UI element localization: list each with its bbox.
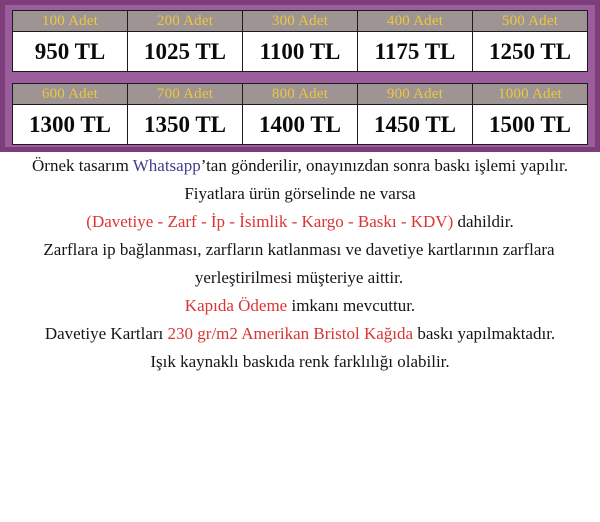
price-table-600-1000 [12,83,588,145]
qty-header-500: 500 Adet [473,11,588,32]
qty-header-800: 800 Adet [243,84,358,105]
note-text [3,208,597,236]
note-text [3,320,597,348]
price-row [13,105,588,145]
note-text: Fiyatlara ürün görselinde ne varsa [184,184,416,203]
cash-on-delivery-highlight: Kapıda Ödeme [184,296,288,315]
qty-header-600: 600 Adet [13,84,128,105]
price-cell-200: 1025 TL [128,32,243,72]
note-sample-design [3,152,597,180]
qty-header-400: 400 Adet [358,11,473,32]
price-row [13,32,588,72]
price-table-100-500 [12,10,588,72]
price-cell-400: 1175 TL [358,32,473,72]
note-payment-option [3,292,597,320]
note-text: ’tan gönderilir, onayınızdan sonra baskı işlemi yapılır. [200,156,568,175]
product-notes [0,152,600,376]
qty-header-1000: 1000 Adet [473,84,588,105]
price-cell-300: 1100 TL [243,32,358,72]
price-cell-1000: 1500 TL [473,105,588,145]
price-cell-700: 1350 TL [128,105,243,145]
quantity-header-row [13,84,588,105]
qty-header-900: 900 Adet [358,84,473,105]
note-text: Davetiye Kartları [44,324,168,343]
note-color-warning: Işık kaynaklı baskıda renk farklılığı olabilir. [150,352,450,371]
price-cell-100: 950 TL [13,32,128,72]
note-price-includes [3,180,597,236]
note-text: imkanı mevcuttur. [287,296,416,315]
pricing-banner [0,0,600,152]
qty-header-200: 200 Adet [128,11,243,32]
price-cell-900: 1450 TL [358,105,473,145]
note-text: Örnek tasarım [32,156,133,175]
price-cell-800: 1400 TL [243,105,358,145]
qty-header-700: 700 Adet [128,84,243,105]
note-paper-type [3,320,597,376]
whatsapp-highlight: Whatsapp [132,156,201,175]
note-text: baskı yapılmaktadır. [413,324,556,343]
price-cell-500: 1250 TL [473,32,588,72]
note-text: dahildir. [453,212,514,231]
qty-header-100: 100 Adet [13,11,128,32]
paper-spec-highlight: 230 gr/m2 Amerikan Bristol Kağıda [167,324,414,343]
note-assembly-responsibility: Zarflara ip bağlanması, zarfların katlanması ve davetiye kartlarının zarflara yerleştirilmesi müşteriye aittir. [43,240,555,287]
qty-header-300: 300 Adet [243,11,358,32]
included-items-highlight: (Davetiye - Zarf - İp - İsimlik - Kargo - Baskı - KDV) [86,212,454,231]
price-cell-600: 1300 TL [13,105,128,145]
quantity-header-row [13,11,588,32]
